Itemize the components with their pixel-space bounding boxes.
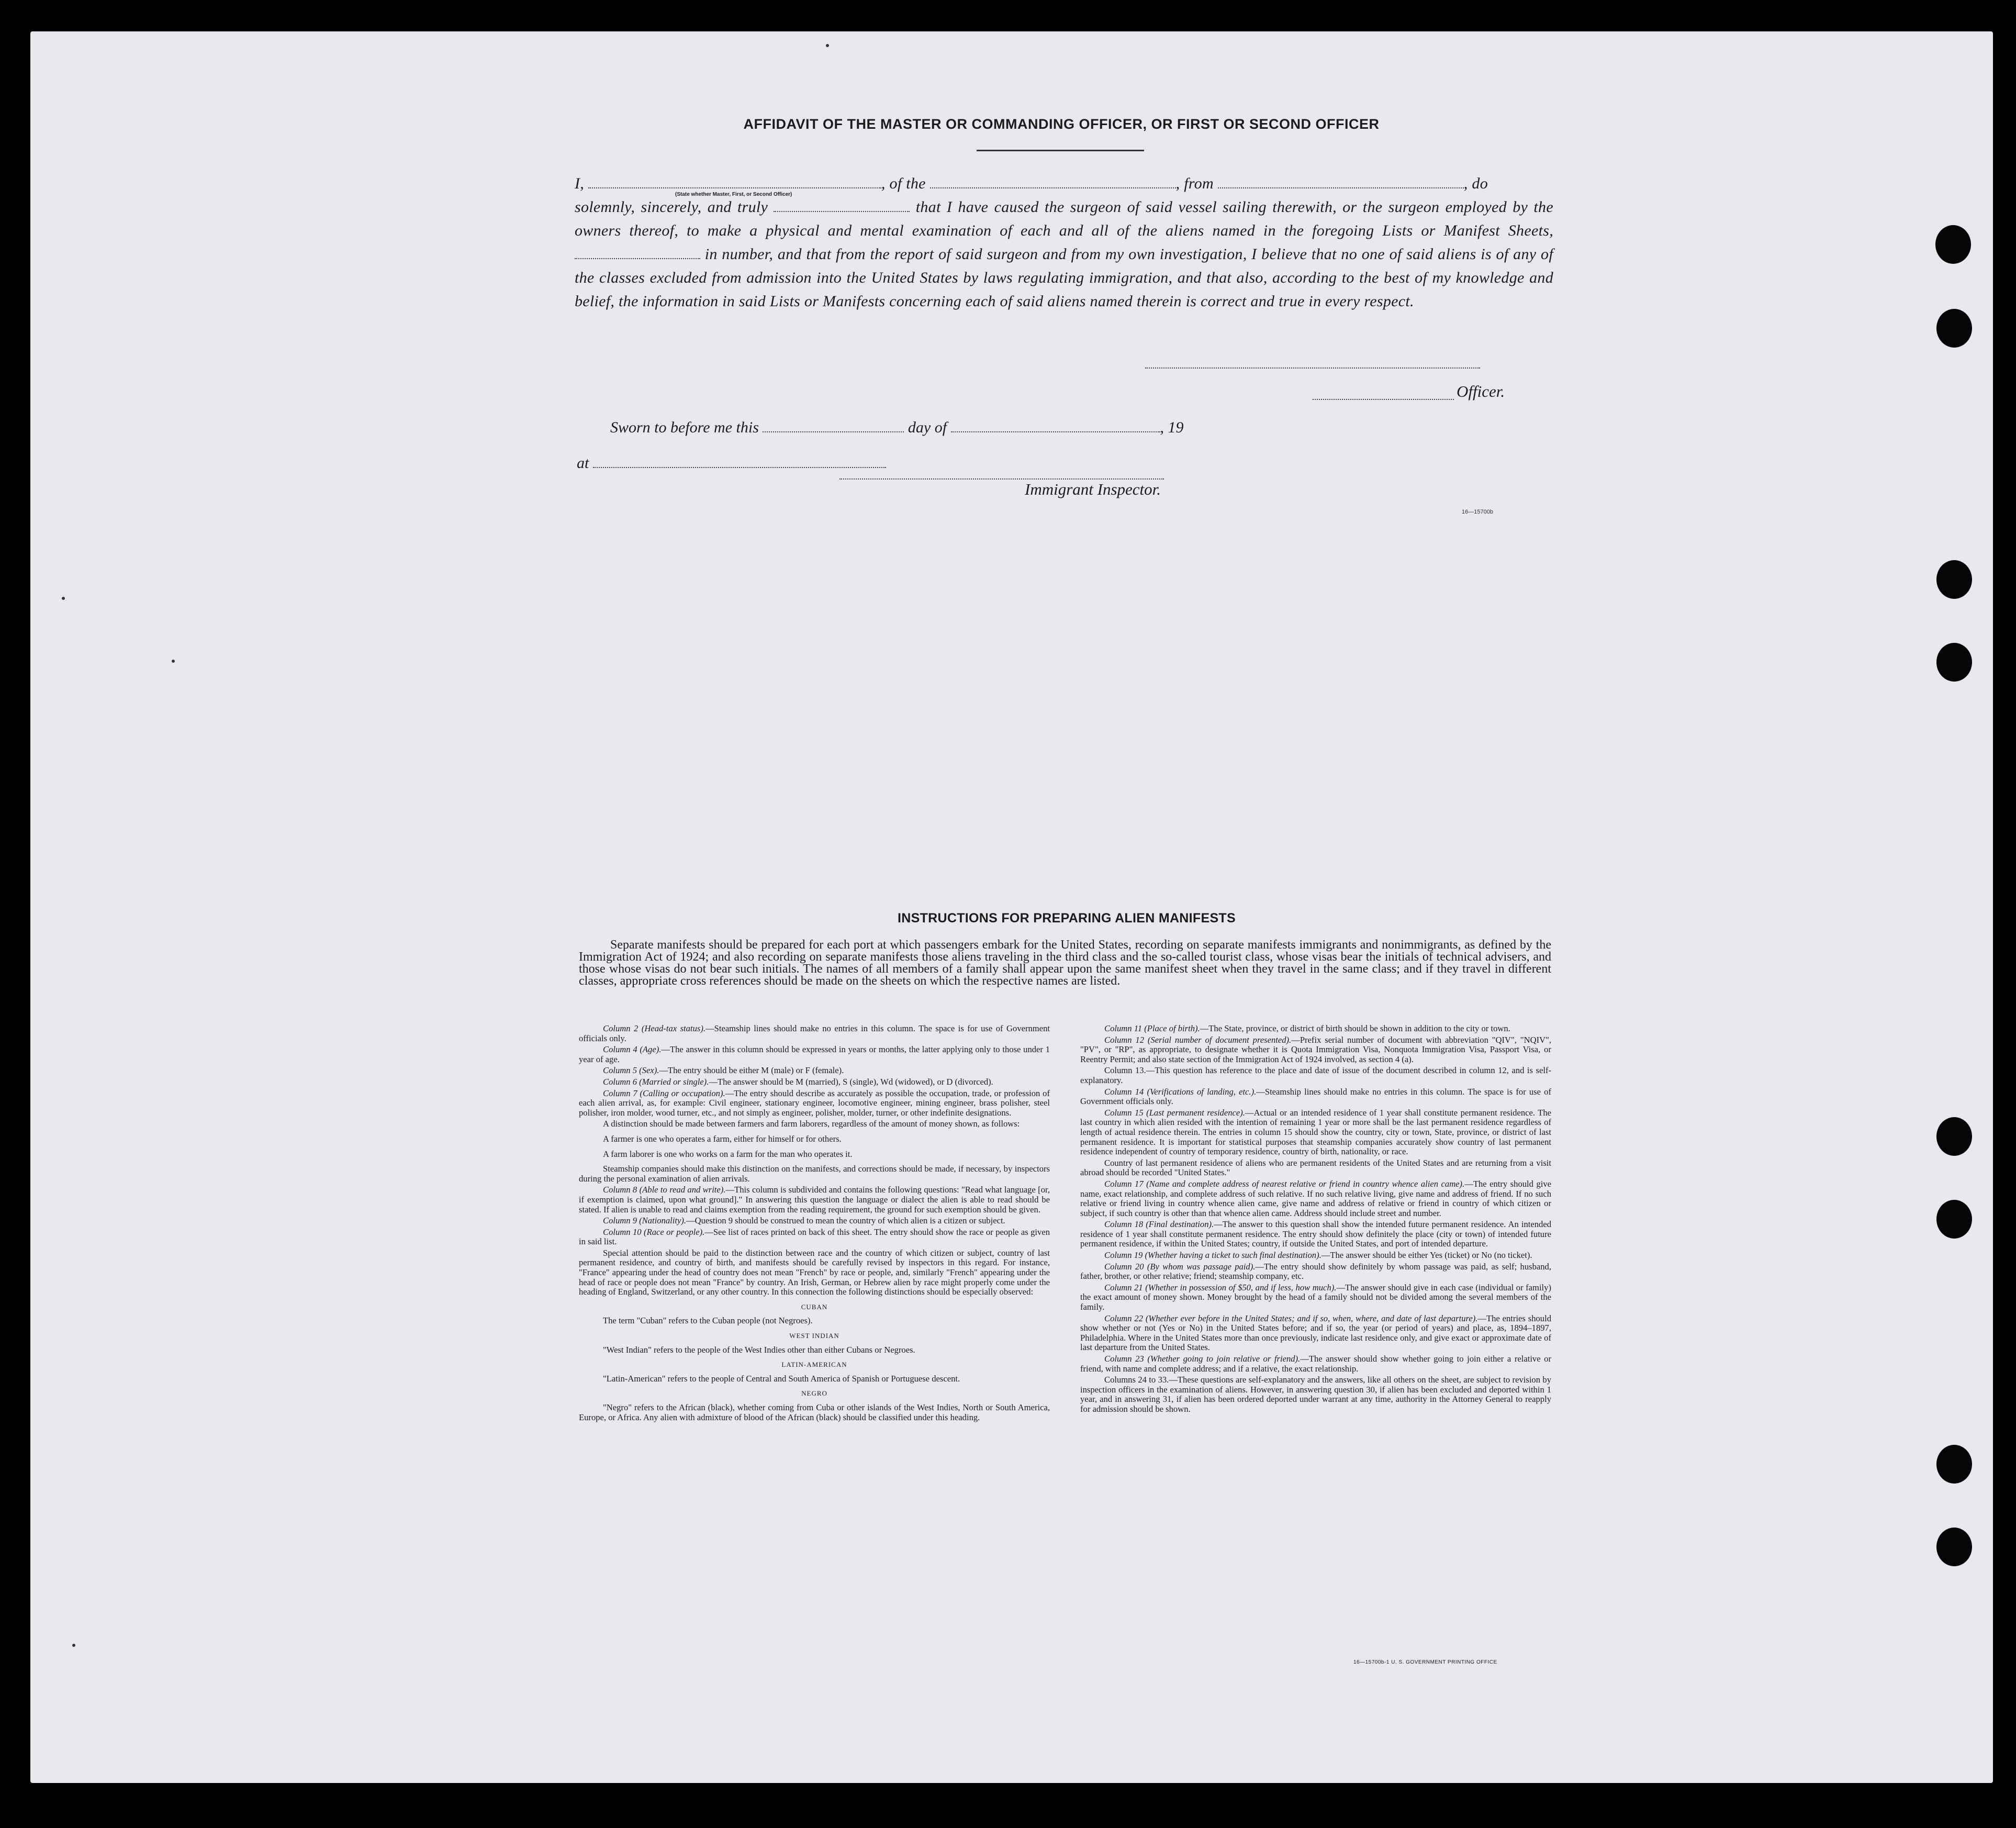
manifest-count-field[interactable]: [575, 246, 700, 259]
punch-hole: [1936, 309, 1972, 348]
instruction-paragraph: A farm laborer is one who works on a farm for the man who operates it.: [603, 1149, 853, 1159]
affidavit-text-1: that I have caused the surgeon of said vessel sailing therewith, or the surgeon employed by the owners thereof, to make a physical and mental examination of each and all of the aliens named in the foregoing Lists or Manifest Sheets,: [575, 198, 1553, 239]
vessel-field[interactable]: [930, 175, 1176, 188]
section-heading: NEGRO: [801, 1389, 827, 1398]
from-label: , from: [1175, 175, 1214, 192]
day-of-label: day of: [908, 419, 947, 436]
punch-hole: [1935, 225, 1971, 264]
of-the-label: , of the: [881, 175, 926, 192]
sworn-day-field[interactable]: [763, 419, 904, 432]
manifest-sheet: [30, 31, 1993, 1783]
instructions-title: INSTRUCTIONS FOR PREPARING ALIEN MANIFESTS: [898, 911, 1236, 926]
instruction-paragraph: A farmer is one who operates a farm, either for himself or for others.: [603, 1133, 842, 1144]
form-code: 16—15700b: [1462, 509, 1493, 515]
affidavit-i: I,: [575, 175, 585, 192]
instruction-paragraph: "Latin-American" refers to the people of Central and South America of Spanish or Portuguese descent.: [603, 1373, 960, 1384]
sworn-month-field[interactable]: [951, 419, 1160, 432]
punch-hole: [1936, 1528, 1972, 1566]
year-label: , 19: [1160, 419, 1184, 436]
instruction-paragraph: Columns 24 to 33.—These questions are self-explanatory and the answers, like all others on the sheet, are subject to revision by inspection officers in the examination of aliens. However, in answering question 30, if alien has been excluded and deported within 1 year, and in answering 31, if alien has been ordered deported under warrant at any time, authority in the Attorney General to reapply for admission should be shown.: [1080, 1375, 1551, 1414]
officer-rank-field[interactable]: [774, 198, 910, 212]
punch-hole: [1936, 1445, 1972, 1484]
officer-title-line[interactable]: [1313, 399, 1454, 400]
inspector-label: Immigrant Inspector.: [1025, 480, 1161, 498]
sworn-line: [610, 419, 1184, 437]
master-name-field[interactable]: [588, 175, 881, 188]
section-heading: LATIN-AMERICAN: [781, 1361, 847, 1369]
instruction-paragraph: Column 12 (Serial number of document presented).—Prefix serial number of document with abbreviation "QIV", "NQIV", "PV", or "RP", as appropriate, to designate whether it is Quota Immigration Visa, Nonquota Immigration Visa, Passport Visa, or Reentry Permit; and also state section of the Immigration Act of 1924 involved, as section 4 (a).: [1080, 1034, 1551, 1064]
sworn-place-field[interactable]: [593, 454, 886, 468]
instruction-paragraph: Column 2 (Head-tax status).—Steamship lines should make no entries in this column. The space is for use of Government officials only.: [579, 1023, 1050, 1043]
instruction-paragraph: Steamship companies should make this distinction on the manifests, and corrections should be made, if necessary, by inspectors during the personal examination of alien arrivals.: [579, 1164, 1050, 1184]
instruction-paragraph: Column 9 (Nationality).—Question 9 should be construed to mean the country of which alien is a citizen or subject.: [603, 1216, 1005, 1226]
solemnly-text: solemnly, sincerely, and truly: [575, 198, 768, 216]
instruction-paragraph: Column 4 (Age).—The answer in this column should be expressed in years or months, the latter applying only to those under 1 year of age.: [579, 1044, 1050, 1064]
instruction-paragraph: Column 5 (Sex).—The entry should be either M (male) or F (female).: [603, 1065, 844, 1076]
instruction-paragraph: Column 8 (Able to read and write).—This column is subdivided and contains the following questions: "Read what language [or, if exemption is claimed, upon what ground]." In answering this question the language or dialect the alien is able to read should be stated. If alien is unable to read and claims exemption from the reading requirement, the ground for such exemption should be given.: [579, 1185, 1050, 1214]
instruction-paragraph: Column 13.—This question has reference to the place and date of issue of the document described in column 12, and is self-explanatory.: [1080, 1065, 1551, 1085]
do-label: , do: [1463, 175, 1488, 192]
section-heading: CUBAN: [801, 1302, 828, 1311]
instruction-paragraph: Column 19 (Whether having a ticket to such final destination).—The answer should be either Yes (ticket) or No (no ticket).: [1104, 1250, 1532, 1261]
instruction-paragraph: Column 15 (Last permanent residence).—Actual or an intended residence of 1 year shall constitute permanent residence. The last country in which alien resided with the intention of remaining 1 year or more shall be the last permanent residence regardless of length of actual residence therein. The entries in column 15 should show the country, city or town, State, province, or district of last permanent residence. It is important for statistical purposes that steamship companies accurately show country of last permanent residence independent of country of temporary residence, country of birth, nationality, or race.: [1080, 1107, 1552, 1157]
instructions-right-column: [1080, 1024, 1551, 1416]
at-label: at: [577, 454, 589, 472]
from-port-field[interactable]: [1218, 175, 1464, 188]
instruction-paragraph: Column 23 (Whether going to join relative or friend).—The answer should show whether going to join either a relative or friend, with name and complete address; and if a relative, the exact relationship.: [1080, 1354, 1551, 1374]
instruction-paragraph: Column 14 (Verifications of landing, etc.).—Steamship lines should make no entries in this column. The space is for use of Government officials only.: [1080, 1086, 1551, 1107]
punch-hole: [1936, 560, 1972, 599]
punch-hole: [1936, 1117, 1972, 1156]
affidavit-title: AFFIDAVIT OF THE MASTER OR COMMANDING OFFICER, OR FIRST OR SECOND OFFICER: [743, 116, 1380, 132]
instruction-paragraph: Column 21 (Whether in possession of $50, and if less, how much).—The answer should give in each case (individual or family) the exact amount of money shown. Money brought by the head of a family should not be divided among the several members of the family.: [1080, 1282, 1551, 1312]
rank-note: (State whether Master, First, or Second Officer): [675, 192, 792, 197]
instruction-paragraph: Column 7 (Calling or occupation).—The entry should describe as accurately as possible the occupation, trade, or profession of each alien arrival, as, for example: Civil engineer, stationary engineer, locomotive engineer, mining engineer, brass polisher, steel polisher, iron molder, wood turner, etc., and not simply as engineer, polisher, molder, turner, or other indefinite designations.: [579, 1088, 1050, 1118]
inspector-signature-line[interactable]: [839, 478, 1164, 480]
instruction-paragraph: Column 20 (By whom was passage paid).—The entry should show definitely by whom passage was paid, as self; husband, father, brother, or other relative; friend; steamship company, etc.: [1080, 1261, 1551, 1281]
instruction-paragraph: Country of last permanent residence of aliens who are permanent residents of the United States and are returning from a visit abroad should be recorded "United States.": [1080, 1157, 1551, 1178]
instruction-paragraph: Special attention should be paid to the distinction between race and the country of which citizen or subject, country of last permanent residence, and country of birth, and manifests should be carefully revised by inspectors in this regard. For instance, "France" appearing under the head of country does not mean "French" by race or people, and, similarly "French" appearing under the head of race or people does not mean "France" by country. An Irish, German, or Hebrew alien by race might properly come under the heading of England, Switzerland, or any other country. In this connection the following distinctions should be especially observed:: [579, 1247, 1050, 1297]
instruction-paragraph: Column 10 (Race or people).—See list of races printed on back of this sheet. The entry should show the race or people as given in said list.: [579, 1227, 1050, 1247]
instruction-paragraph: The term "Cuban" refers to the Cuban people (not Negroes).: [603, 1316, 813, 1326]
sworn-text: Sworn to before me this: [610, 419, 759, 436]
officer-signature-line[interactable]: [1145, 367, 1480, 369]
printing-office-code: 16—15700b-1 U. S. GOVERNMENT PRINTING OFFICE: [1353, 1659, 1497, 1665]
punch-hole: [1936, 643, 1972, 682]
punch-hole: [1936, 1200, 1972, 1239]
instruction-paragraph: Column 6 (Married or single).—The answer should be M (married), S (single), Wd (widowed), or D (divorced).: [603, 1076, 993, 1087]
affidavit-text-2: in number, and that from the report of said surgeon and from my own investigation, I believe that no one of said aliens is of any of the classes excluded from admission into the United States by laws regulating immigration, and that also, according to the best of my knowledge and belief, the information in said Lists or Manifests concerning each of said aliens named therein is correct and true in every respect.: [575, 246, 1553, 310]
instruction-paragraph: A distinction should be made between farmers and farm laborers, regardless of the amount of money shown, as follows:: [603, 1119, 1020, 1129]
instructions-left-column: [579, 1024, 1050, 1424]
instruction-paragraph: Column 22 (Whether ever before in the United States; and if so, when, where, and date of last departure).—The entries should show whether or not (Yes or No) in the United States before; and if so, the year (or period of years) and place, as, 1894–1897, Philadelphia. Where in the United States more than once previously, indicate last residence only, and give exact or approximate date of last departure from the United States.: [1080, 1313, 1551, 1353]
instruction-paragraph: Column 11 (Place of birth).—The State, province, or district of birth should be shown in addition to the city or town.: [1104, 1023, 1510, 1033]
section-heading: WEST INDIAN: [789, 1332, 839, 1340]
instruction-paragraph: "West Indian" refers to the people of the West Indies other than either Cubans or Negroes.: [603, 1344, 915, 1355]
instruction-paragraph: Column 17 (Name and complete address of nearest relative or friend in country whence alien came).—The entry should give name, exact relationship, and complete address of such relative. If no such relative living, give name and address of friend. If no such relative or friend living in country whence alien came, give name and address of relative or friend in country of which citizen or subject, if such country is other than that whence alien came. Address should include street and number.: [1080, 1178, 1551, 1218]
title-divider: [977, 150, 1144, 151]
instruction-paragraph: Column 18 (Final destination).—The answer to this question shall show the intended future permanent residence. An intended residence of 1 year shall constitute permanent residence. The entry should show definitely the place (city or town) of intended future permanent residence, if within the United States; country, if outside the United States, and port of intended departure.: [1080, 1219, 1551, 1249]
instruction-paragraph: "Negro" refers to the African (black), whether coming from Cuba or other islands of the West Indies, North or South America, Europe, or Africa. Any alien with admixture of blood of the African (black) should be classified under this heading.: [579, 1402, 1050, 1422]
instructions-intro: Separate manifests should be prepared for each port at which passengers embark for the United States, recording on separate manifests immigrants and nonimmigrants, as defined by the Immigration Act of 1924; and also recording on separate manifests those aliens traveling in the third class and the so-called tourist class, whose visas bear the initials of technical advisers, and those whose visas do not bear such initials. The names of all members of a family shall appear upon the same manifest sheet when they travel in the same class; and if they travel in different classes, appropriate cross references should be made on the sheets on which the respective names are listed.: [579, 938, 1551, 988]
officer-label: Officer.: [1457, 382, 1505, 400]
at-line: [577, 454, 886, 472]
